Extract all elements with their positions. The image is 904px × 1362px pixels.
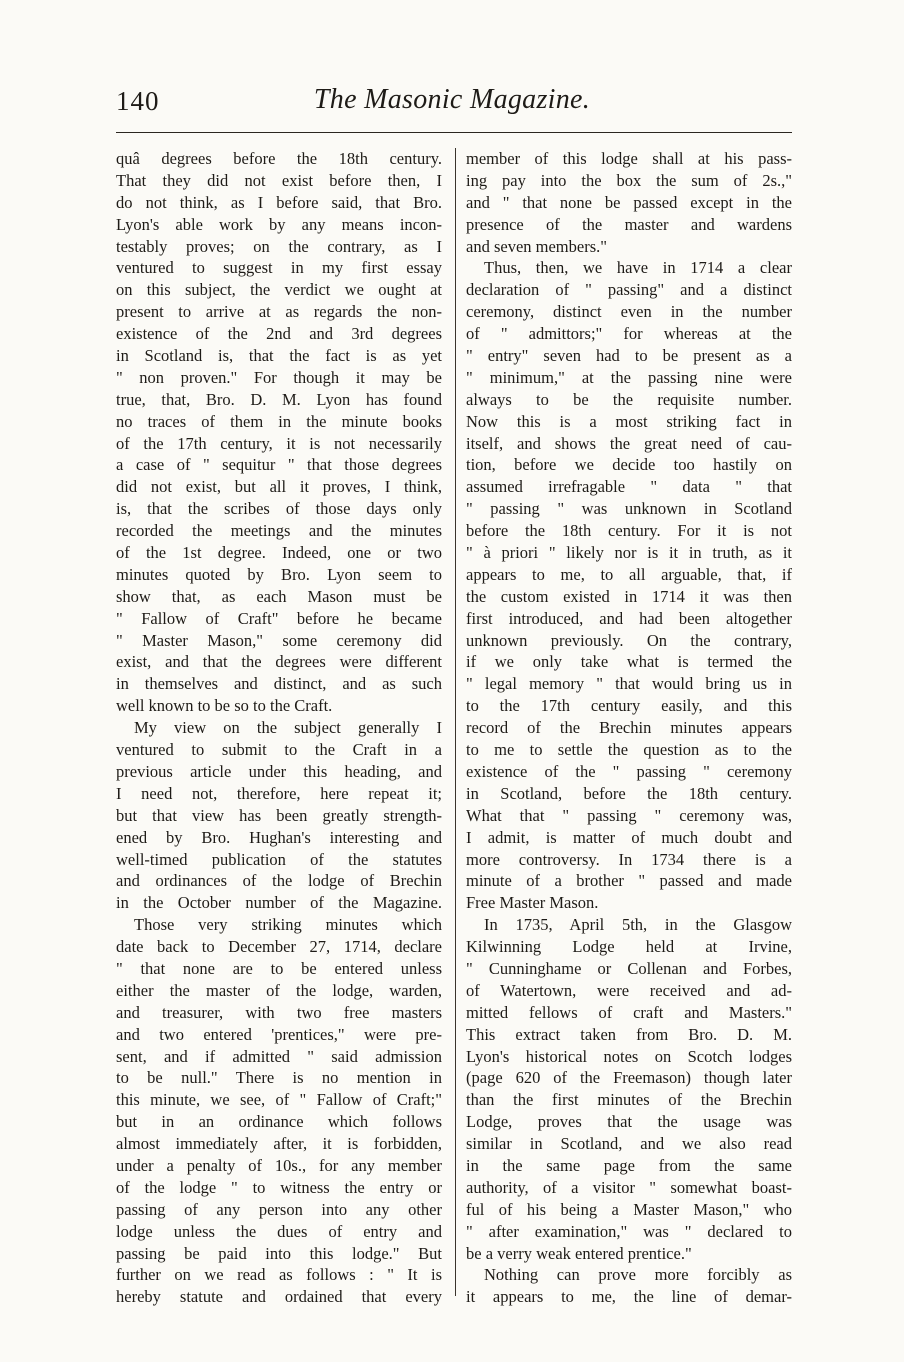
text-line: mitted fellows of craft and Masters."	[466, 1002, 792, 1022]
text-line: (page 620 of the Freemason) though later	[466, 1068, 792, 1088]
text-line: passing of any person into any other	[116, 1199, 442, 1219]
text-line: of the 17th century, it is not necessarily	[116, 433, 442, 453]
text-line: hereby statute and ordained that every	[116, 1287, 442, 1307]
text-line: existence of the 2nd and 3rd degrees	[116, 324, 442, 344]
text-line: Kilwinning Lodge held at Irvine,	[466, 937, 792, 957]
text-line: is, that the scribes of those days only	[116, 499, 442, 519]
text-line: That they did not exist before then, I	[116, 170, 442, 190]
text-line: previous article under this heading, and	[116, 761, 442, 781]
text-line: well-timed publication of the statutes	[116, 849, 442, 869]
text-line: to be null." There is no mention in	[116, 1068, 442, 1088]
text-line: " non proven." For though it may be	[116, 367, 442, 387]
text-line: ing pay into the box the sum of 2s.,"	[466, 170, 792, 190]
text-line: Lodge, proves that the usage was	[466, 1112, 792, 1132]
text-line: in the same page from the same	[466, 1155, 792, 1175]
text-line: My view on the subject generally I	[134, 718, 442, 738]
text-line: on this subject, the verdict we ought at	[116, 280, 442, 300]
text-line: if we only take what is termed the	[466, 652, 792, 672]
text-line: declaration of " passing" and a distinct	[466, 280, 792, 300]
text-line: to the 17th century easily, and this	[466, 696, 792, 716]
page-number: 140	[116, 86, 160, 116]
text-line: in Scotland, before the 18th century.	[466, 783, 792, 803]
text-line: assumed irrefragable " data " that	[466, 477, 792, 497]
text-line: ceremony, distinct even in the number	[466, 302, 792, 322]
text-line: almost immediately after, it is forbidden,	[116, 1134, 442, 1154]
text-line: Free Master Mason.	[466, 893, 599, 913]
text-line: " that none are to be entered unless	[116, 958, 442, 978]
text-line: do not think, as I before said, that Bro.	[116, 192, 442, 212]
text-line: presence of the master and wardens	[466, 214, 792, 234]
text-line: in the October number of the Magazine.	[116, 893, 442, 913]
text-line: of the 1st degree. Indeed, one or two	[116, 543, 442, 563]
text-line: than the first minutes of the Brechin	[466, 1090, 792, 1110]
text-line: " à priori " likely nor is it in truth, as it	[466, 543, 792, 563]
text-line: record of the Brechin minutes appears	[466, 718, 792, 738]
right-column	[466, 148, 792, 1308]
text-line: Now this is a most striking fact in	[466, 411, 792, 431]
text-line: of " admittors;" for whereas at the	[466, 324, 792, 344]
text-line: " Fallow of Craft" before he became	[116, 608, 442, 628]
text-line: Those very striking minutes which	[134, 915, 442, 935]
text-line: " minimum," at the passing nine were	[466, 367, 792, 387]
text-line: What that " passing " ceremony was,	[466, 805, 792, 825]
text-line: and treasurer, with two free masters	[116, 1002, 442, 1022]
text-line: recorded the meetings and the minutes	[116, 521, 442, 541]
text-line: " after examination," was " declared to	[466, 1221, 792, 1241]
text-line: and " that none be passed except in the	[466, 192, 792, 212]
text-line: did not exist, but all it proves, I think,	[116, 477, 442, 497]
text-line: tion, before we decide too hastily on	[466, 455, 792, 475]
text-line: either the master of the lodge, warden,	[116, 980, 442, 1000]
text-line: further on we read as follows : " It is	[116, 1265, 442, 1285]
text-line: quâ degrees before the 18th century.	[116, 149, 442, 168]
text-line: under a penalty of 10s., for any member	[116, 1155, 442, 1175]
text-line: of the lodge " to witness the entry or	[116, 1177, 442, 1197]
text-line: Thus, then, we have in 1714 a clear	[484, 258, 792, 278]
text-line: it appears to me, the line of demar-	[466, 1287, 792, 1307]
text-line: in Scotland is, that the fact is as yet	[116, 346, 442, 366]
text-line: show that, as each Mason must be	[116, 586, 442, 606]
column-divider	[455, 148, 456, 1296]
text-line: Nothing can prove more forcibly as	[484, 1265, 792, 1285]
text-line: itself, and shows the great need of cau-	[466, 433, 792, 453]
text-line: In 1735, April 5th, in the Glasgow	[484, 915, 792, 935]
text-line: more controversy. In 1734 there is a	[466, 849, 792, 869]
text-line: This extract taken from Bro. D. M.	[466, 1024, 792, 1044]
left-column	[116, 148, 442, 1308]
header-rule	[116, 132, 792, 133]
text-line: ventured to submit to the Craft in a	[116, 740, 442, 760]
text-line: existence of the " passing " ceremony	[466, 761, 792, 781]
text-line: the custom existed in 1714 it was then	[466, 586, 792, 606]
text-line: " entry" seven had to be present as a	[466, 346, 792, 366]
text-line: and ordinances of the lodge of Brechin	[116, 871, 442, 891]
text-line: before the 18th century. For it is not	[466, 521, 792, 541]
text-line: testably proves; on the contrary, as I	[116, 236, 442, 256]
text-line: appears to me, to all arguable, that, if	[466, 564, 792, 584]
text-line: I need not, therefore, here repeat it;	[116, 783, 442, 803]
text-line: minute of a brother " passed and made	[466, 871, 792, 891]
text-line: no traces of them in the minute books	[116, 411, 442, 431]
text-line: of Watertown, were received and ad-	[466, 980, 792, 1000]
text-line: member of this lodge shall at his pass-	[466, 149, 792, 168]
text-line: sent, and if admitted " said admission	[116, 1046, 442, 1066]
text-line: but in an ordinance which follows	[116, 1112, 442, 1132]
text-line: passing be paid into this lodge." But	[116, 1243, 442, 1263]
text-line: this minute, we see, of " Fallow of Craft;"	[116, 1090, 442, 1110]
text-line: I admit, is matter of much doubt and	[466, 827, 792, 847]
text-line: date back to December 27, 1714, declare	[116, 937, 442, 957]
running-title: The Masonic Magazine.	[313, 84, 591, 115]
text-line: exist, and that the degrees were different	[116, 652, 442, 672]
text-line: similar in Scotland, and we also read	[466, 1134, 792, 1154]
text-line: unknown previously. On the contrary,	[466, 630, 792, 650]
text-line: ened by Bro. Hughan's interesting and	[116, 827, 442, 847]
text-line: and two entered 'prentices," were pre-	[116, 1024, 442, 1044]
text-line: ventured to suggest in my first essay	[116, 258, 442, 278]
text-line: a case of " sequitur " that those degrees	[116, 455, 442, 475]
text-line: first introduced, and had been altogether	[466, 608, 792, 628]
text-line: lodge unless the dues of entry and	[116, 1221, 442, 1241]
text-line: " Master Mason," some ceremony did	[116, 630, 442, 650]
text-line: " Cunninghame or Collenan and Forbes,	[466, 958, 792, 978]
text-line: true, that, Bro. D. M. Lyon has found	[116, 389, 442, 409]
text-line: to me to settle the question as to the	[466, 740, 792, 760]
text-line: always to be the requisite number.	[466, 389, 792, 409]
text-line: present to arrive at as regards the non-	[116, 302, 442, 322]
text-line: ful of his being a Master Mason," who	[466, 1199, 792, 1219]
text-line: be a verry weak entered prentice."	[466, 1243, 692, 1263]
text-line: " legal memory " that would bring us in	[466, 674, 792, 694]
text-line: minutes quoted by Bro. Lyon seem to	[116, 564, 442, 584]
text-line: Lyon's historical notes on Scotch lodges	[466, 1046, 792, 1066]
text-line: authority, of a visitor " somewhat boast-	[466, 1177, 792, 1197]
text-line: " passing " was unknown in Scotland	[466, 499, 792, 519]
text-line: Lyon's able work by any means incon-	[116, 214, 442, 234]
text-line: and seven members."	[466, 236, 607, 256]
text-line: but that view has been greatly strength-	[116, 805, 442, 825]
text-line: in themselves and distinct, and as such	[116, 674, 442, 694]
text-line: well known to be so to the Craft.	[116, 696, 333, 716]
